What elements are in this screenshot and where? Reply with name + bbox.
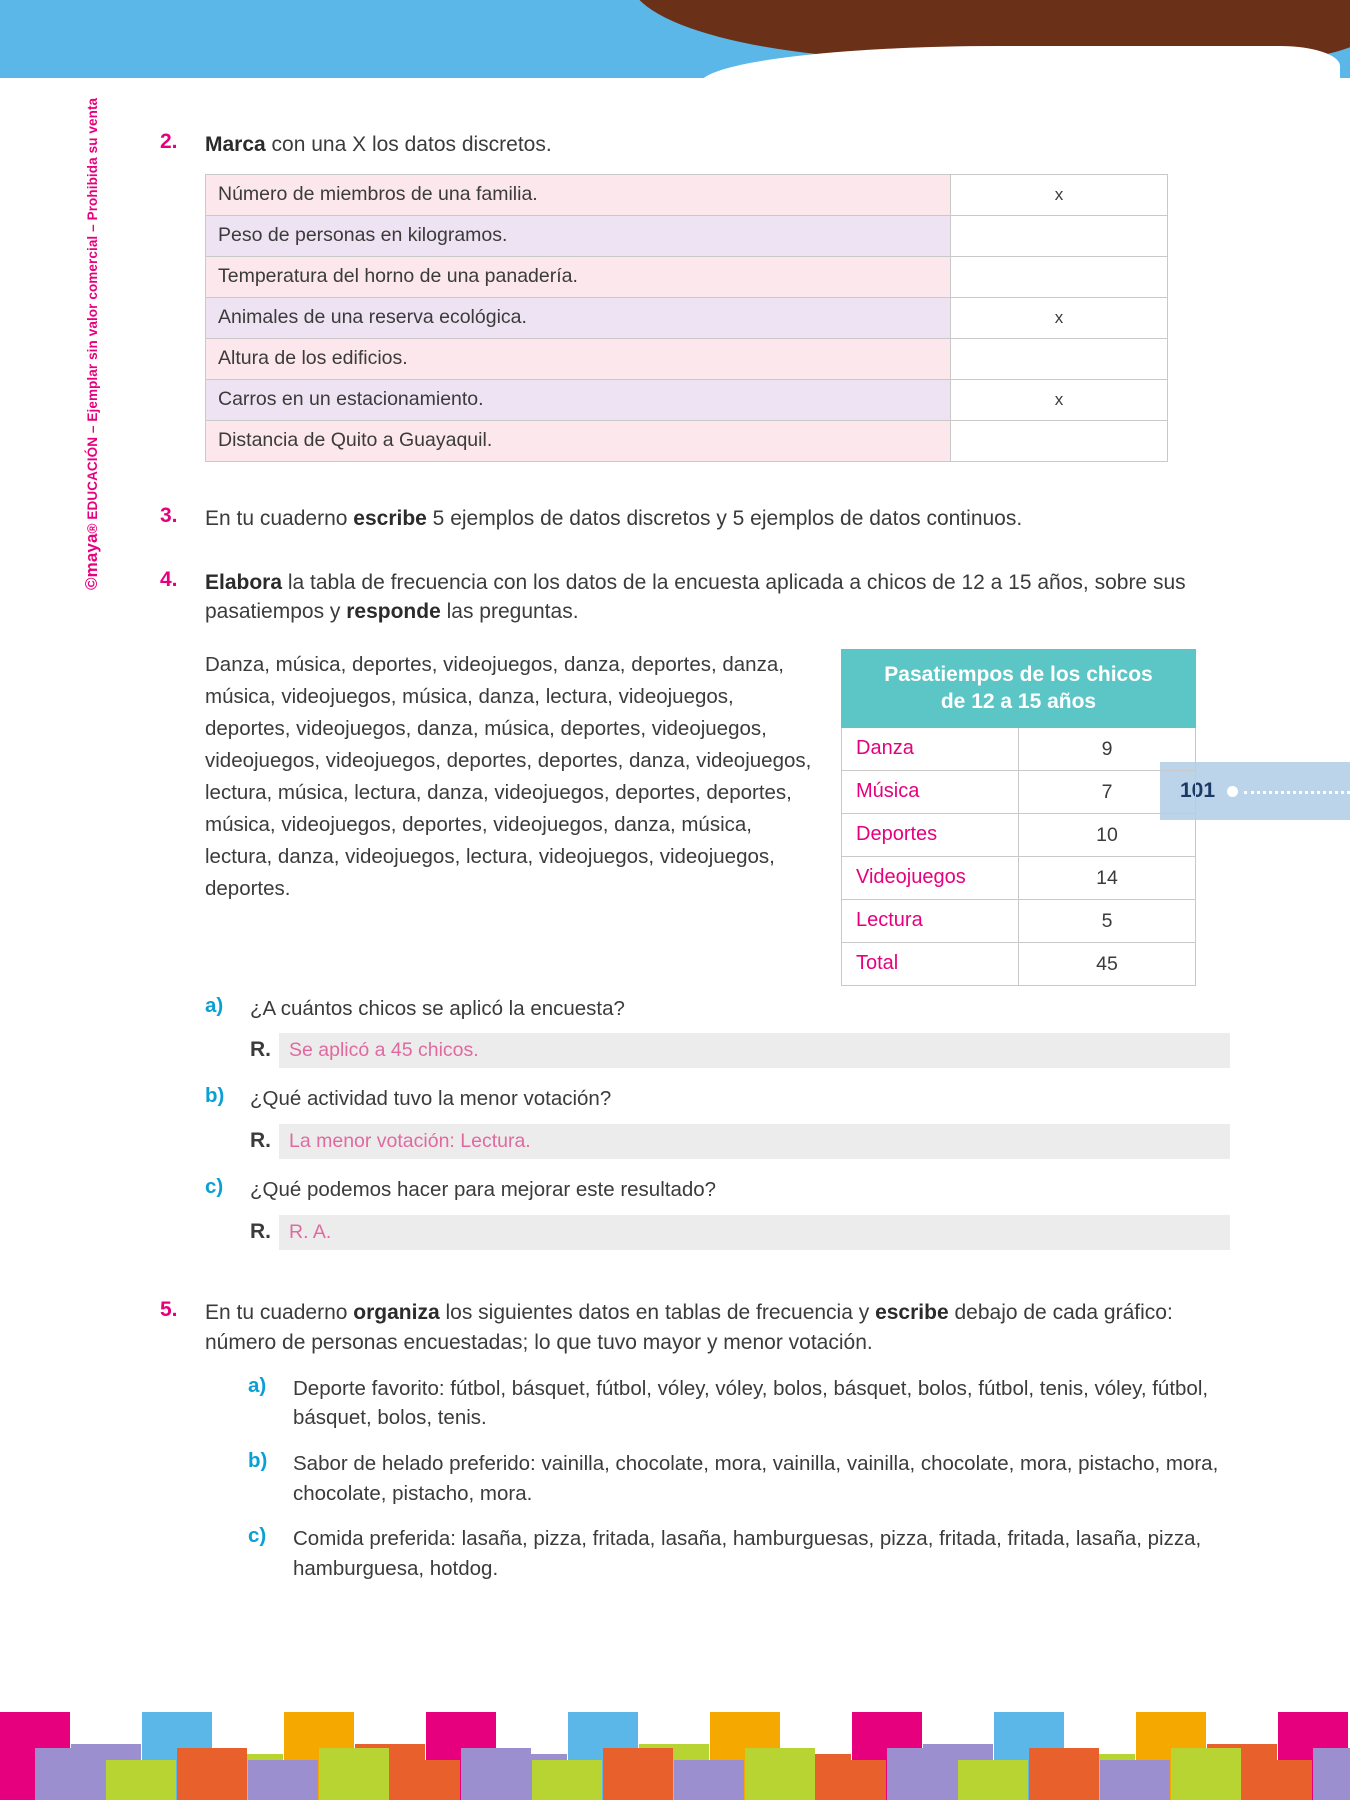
stripe-block-secondary — [745, 1748, 815, 1800]
stripe-block-secondary — [390, 1760, 460, 1800]
table-cell-mark[interactable]: x — [951, 174, 1168, 215]
question-a — [205, 994, 1230, 1024]
answer-row-b — [250, 1124, 1230, 1159]
stripe-block-secondary — [1171, 1748, 1241, 1800]
exercise-5-item-b-text: Sabor de helado preferido: vainilla, chocolate, mora, vainilla, vainilla, chocolate, mora, pistacho, mora, chocolate, pistacho, mora. — [293, 1451, 1219, 1505]
question-c-letter: c) — [205, 1175, 224, 1199]
stripe-block-secondary — [1313, 1748, 1350, 1800]
stripe-block-secondary — [35, 1748, 105, 1800]
table-row — [842, 899, 1196, 942]
table-row — [842, 856, 1196, 899]
exercise-5-verb-2: escribe — [875, 1300, 949, 1324]
page-top-decorative-band — [0, 0, 1350, 78]
stripe-block-secondary — [319, 1748, 389, 1800]
answer-row-c — [250, 1215, 1230, 1250]
answer-field-a[interactable]: Se aplicó a 45 chicos. — [279, 1033, 1230, 1068]
exercise-2-number: 2. — [160, 130, 178, 153]
table-row[interactable] — [206, 420, 1168, 461]
brand-sup: ® — [85, 523, 100, 534]
frequency-value: 10 — [1019, 813, 1196, 856]
question-b — [205, 1084, 1230, 1114]
table-cell-mark[interactable]: x — [951, 297, 1168, 338]
table-row[interactable] — [206, 215, 1168, 256]
stripe-block-secondary — [1242, 1760, 1312, 1800]
answer-field-b[interactable]: La menor votación: Lectura. — [279, 1124, 1230, 1159]
frequency-table-header-row — [842, 650, 1196, 728]
exercise-5 — [0, 1298, 1350, 1358]
stripe-block-secondary — [887, 1748, 957, 1800]
frequency-value: 9 — [1019, 727, 1196, 770]
table-cell-mark[interactable]: x — [951, 379, 1168, 420]
exercise-5-item-c — [248, 1524, 1230, 1583]
exercise-3-text-pre: En tu cuaderno — [205, 506, 354, 530]
table-row[interactable] — [206, 174, 1168, 215]
table-row-total — [842, 942, 1196, 985]
exercise-5-item-a-letter: a) — [248, 1373, 267, 1397]
frequency-table-title-line1: Pasatiempos de los chicos — [884, 663, 1153, 687]
table-cell-label: Altura de los edificios. — [206, 338, 951, 379]
page-number: 101 — [1180, 779, 1216, 802]
frequency-value: 14 — [1019, 856, 1196, 899]
exercise-2 — [0, 130, 1350, 160]
frequency-category: Lectura — [842, 899, 1019, 942]
stripe-block-secondary — [816, 1760, 886, 1800]
stripe-block-secondary — [674, 1760, 744, 1800]
answer-label-a: R. — [250, 1038, 271, 1062]
answer-field-c[interactable]: R. A. — [279, 1215, 1230, 1250]
table-row — [842, 727, 1196, 770]
exercise-3-text-post: 5 ejemplos de datos discretos y 5 ejemplos de datos continuos. — [426, 506, 1023, 530]
survey-raw-data: Danza, música, deportes, videojuegos, danza, deportes, danza, música, videojuegos, música, danza, lectura, videojuegos, deportes, videojuegos, danza, música, deportes, videojuegos, videojuegos, videojuegos, deportes, deportes, danza, videojuegos, lectura, música, lectura, danza, videojuegos, deportes, deportes, música, videojuegos, deportes, videojuegos, danza, música, lectura, danza, videojuegos, lectura, videojuegos, videojuegos, deportes. — [205, 653, 812, 901]
frequency-table-title-line2: de 12 a 15 años — [940, 689, 1097, 713]
table-cell-mark[interactable] — [951, 256, 1168, 297]
table-cell-label: Temperatura del horno de una panadería. — [206, 256, 951, 297]
exercise-5-text-post: debajo de cada gráfico: número de personas encuestadas; lo que tuvo mayor y menor votación. — [205, 1300, 1173, 1354]
stripe-block-secondary — [958, 1760, 1028, 1800]
stripe-block-secondary — [461, 1748, 531, 1800]
exercise-5-item-a-text: Deporte favorito: fútbol, básquet, fútbol, vóley, vóley, bolos, básquet, bolos, fútbol, tenis, vóley, fútbol, básquet, bolos, tenis. — [293, 1376, 1209, 1430]
frequency-category: Videojuegos — [842, 856, 1019, 899]
exercise-4-columns — [205, 649, 1350, 986]
brand-name: ©maya — [82, 533, 101, 590]
credit-rest: EDUCACIÓN – Ejemplar sin valor comercial – Prohibida su venta — [85, 97, 100, 524]
exercise-5-number: 5. — [160, 1297, 178, 1321]
question-a-text: ¿A cuántos chicos se aplicó la encuesta? — [250, 996, 625, 1020]
question-b-letter: b) — [205, 1084, 225, 1108]
frequency-category: Música — [842, 770, 1019, 813]
frequency-value-total: 45 — [1019, 942, 1196, 985]
question-c-text: ¿Qué podemos hacer para mejorar este resultado? — [250, 1178, 717, 1202]
table-row[interactable] — [206, 338, 1168, 379]
stripe-block-secondary — [248, 1760, 318, 1800]
answer-row-a — [250, 1033, 1230, 1068]
frequency-value: 7 — [1019, 770, 1196, 813]
exercise-2-prompt-verb: Marca — [205, 133, 266, 156]
stripe-block-secondary — [603, 1748, 673, 1800]
question-a-letter: a) — [205, 993, 224, 1017]
table-cell-label: Peso de personas en kilogramos. — [206, 215, 951, 256]
page-content — [0, 78, 1350, 1584]
frequency-category: Danza — [842, 727, 1019, 770]
stripe-block-secondary — [532, 1760, 602, 1800]
stripe-block-secondary — [1100, 1760, 1170, 1800]
exercise-5-item-b-letter: b) — [248, 1448, 268, 1472]
exercise-4-number: 4. — [160, 567, 178, 591]
table-cell-mark[interactable] — [951, 215, 1168, 256]
exercise-3-text-bold: escribe — [353, 506, 427, 530]
table-row[interactable] — [206, 256, 1168, 297]
table-row — [842, 813, 1196, 856]
exercise-3-text — [205, 504, 1230, 534]
exercise-4 — [0, 568, 1350, 628]
question-c — [205, 1175, 1230, 1205]
exercise-4-text — [205, 568, 1230, 628]
exercise-5-item-b — [248, 1449, 1230, 1508]
table-cell-mark[interactable] — [951, 420, 1168, 461]
table-row — [842, 770, 1196, 813]
exercise-4-verb-1: Elabora — [205, 570, 283, 594]
exercise-5-text-mid: los siguientes datos en tablas de frecuencia y — [439, 1300, 876, 1324]
table-row[interactable] — [206, 379, 1168, 420]
stripe-block-secondary — [106, 1760, 176, 1800]
exercise-5-item-c-text: Comida preferida: lasaña, pizza, fritada, lasaña, hamburguesas, pizza, fritada, fritada, lasaña, pizza, hamburguesa, hotdog. — [293, 1527, 1202, 1581]
table-row[interactable] — [206, 297, 1168, 338]
question-b-text: ¿Qué actividad tuvo la menor votación? — [250, 1087, 612, 1111]
exercise-5-item-a — [248, 1374, 1230, 1433]
frequency-table-title — [842, 650, 1196, 728]
table-cell-label: Animales de una reserva ecológica. — [206, 297, 951, 338]
exercise-5-text-pre: En tu cuaderno — [205, 1300, 354, 1324]
exercise-2-prompt — [205, 130, 1230, 160]
exercise-5-verb-1: organiza — [353, 1300, 440, 1324]
table-cell-label: Carros en un estacionamiento. — [206, 379, 951, 420]
table-cell-label: Distancia de Quito a Guayaquil. — [206, 420, 951, 461]
stripe-block-secondary — [177, 1748, 247, 1800]
frequency-value: 5 — [1019, 899, 1196, 942]
exercise-4-text-mid: la tabla de frecuencia con los datos de la encuesta aplicada a chicos de 12 a 15 años, sobre sus pasatiempos y — [205, 570, 1186, 624]
frequency-table — [841, 649, 1196, 986]
exercise-3-number: 3. — [160, 503, 178, 527]
exercise-5-item-c-letter: c) — [248, 1524, 267, 1548]
exercise-5-text — [205, 1298, 1230, 1358]
exercise-3 — [0, 504, 1350, 534]
table-cell-label: Número de miembros de una familia. — [206, 174, 951, 215]
table-cell-mark[interactable] — [951, 338, 1168, 379]
exercise-2-prompt-rest: con una X los datos discretos. — [265, 133, 552, 156]
discrete-data-table — [205, 174, 1168, 462]
frequency-category-total: Total — [842, 942, 1019, 985]
answer-label-c: R. — [250, 1219, 271, 1243]
frequency-category: Deportes — [842, 813, 1019, 856]
stripe-block-secondary — [1029, 1748, 1099, 1800]
exercise-4-text-end: las preguntas. — [440, 600, 579, 624]
answer-label-b: R. — [250, 1129, 271, 1153]
exercise-4-verb-2: responde — [346, 600, 441, 624]
bottom-decorative-stripes — [0, 1712, 1350, 1800]
